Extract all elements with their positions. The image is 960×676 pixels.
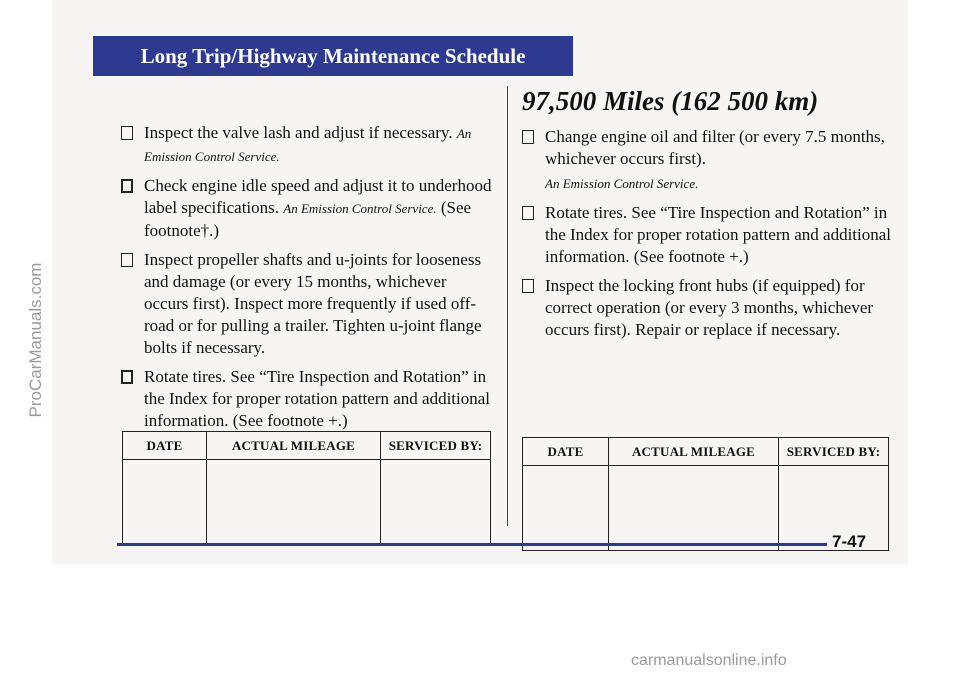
log-cell-date[interactable] (123, 460, 207, 545)
interval-title: 97,500 Miles (162 500 km) (522, 86, 819, 116)
log-header-date: DATE (123, 432, 207, 460)
checklist-item (520, 126, 905, 195)
right-column (520, 86, 905, 348)
item-text: Rotate tires. See “Tire Inspection and Rotation” in the Index for proper rotation pattern and additional information. (See footnote +.) (545, 203, 892, 266)
checklist-item (119, 122, 494, 168)
log-cell-serviced-by[interactable] (381, 460, 491, 545)
column-divider (507, 86, 508, 526)
log-cell-mileage[interactable] (207, 460, 381, 545)
item-note: An Emission Control Service. (545, 176, 699, 191)
sidebar-watermark: ProCarManuals.com (26, 262, 45, 418)
item-note: An Emission Control Service. (283, 201, 437, 216)
bottom-watermark: carmanualsonline.info (631, 652, 787, 669)
page-number: 7-47 (832, 532, 867, 551)
log-cell-date[interactable] (523, 466, 609, 551)
checklist-item (520, 202, 905, 268)
item-note: An Emission Control Service. (144, 126, 472, 164)
section-header-title: Long Trip/Highway Maintenance Schedule (140, 44, 526, 68)
item-text: Inspect the valve lash and adjust if necessary. (144, 123, 453, 142)
checklist-item (520, 275, 905, 341)
left-column (119, 122, 494, 439)
checklist-item (119, 366, 494, 432)
checklist-item (119, 175, 494, 242)
checklist-item (119, 249, 494, 359)
checkbox-icon[interactable] (121, 253, 133, 267)
log-header-date: DATE (523, 438, 609, 466)
item-text: Rotate tires. See “Tire Inspection and Rotation” in the Index for proper rotation pattern and additional information. (See footnote +.) (144, 367, 491, 430)
log-header-serviced-by: SERVICED BY: (779, 438, 889, 466)
service-log-table (122, 431, 491, 545)
checkbox-icon[interactable] (522, 130, 534, 144)
log-header-serviced-by: SERVICED BY: (381, 432, 491, 460)
item-text: Check engine idle speed and adjust it to underhood label specifications. (144, 176, 492, 217)
item-text: Inspect propeller shafts and u-joints for looseness and damage (or every 15 months, whichever occurs first). Inspect more frequently if used off-road or for pulling a trailer. Tighten u-joint flange bolts if necessary. (144, 250, 482, 357)
item-footnote: (See footnote†.) (144, 198, 472, 240)
checkbox-icon[interactable] (121, 179, 133, 193)
checkbox-icon[interactable] (522, 206, 534, 220)
checkbox-icon[interactable] (121, 370, 133, 384)
log-header-mileage: ACTUAL MILEAGE (609, 438, 779, 466)
sidebar-watermark-strip (0, 0, 52, 676)
checkbox-icon[interactable] (522, 279, 534, 293)
section-header (93, 36, 573, 76)
footer-rule (117, 543, 827, 546)
item-text: Inspect the locking front hubs (if equipped) for correct operation (or every 3 months, whichever occurs first). Repair or replace if necessary. (545, 276, 874, 339)
item-text: Change engine oil and filter (or every 7.5 months, whichever occurs first). (545, 127, 885, 168)
log-cell-mileage[interactable] (609, 466, 779, 551)
checkbox-icon[interactable] (121, 126, 133, 140)
log-header-mileage: ACTUAL MILEAGE (207, 432, 381, 460)
